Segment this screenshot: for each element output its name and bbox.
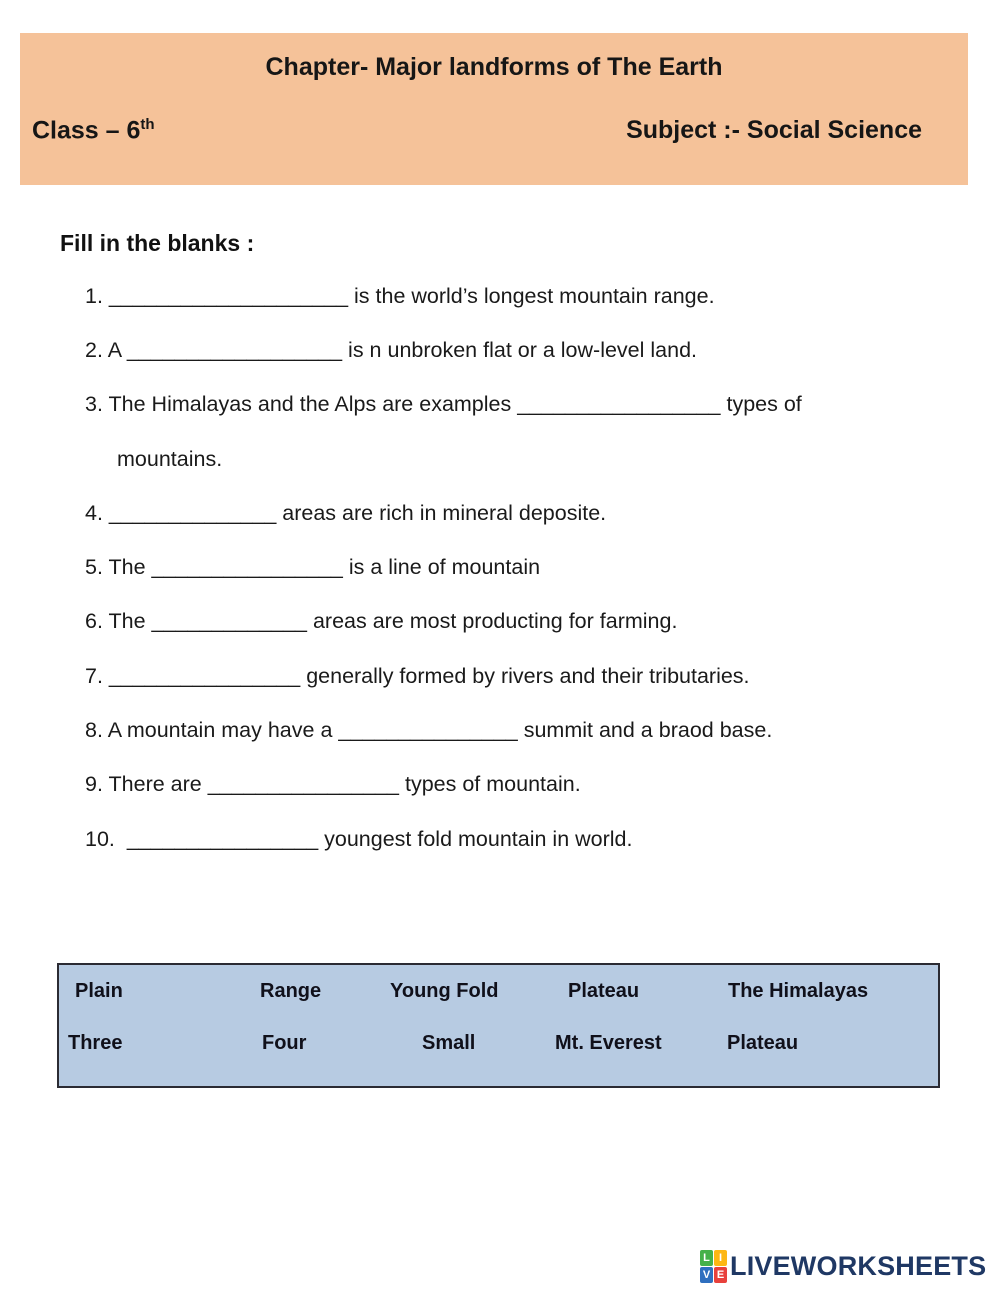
word-bank-item: Four bbox=[262, 1031, 307, 1054]
word-bank-item: The Himalayas bbox=[728, 979, 869, 1002]
word-bank-item: Mt. Everest bbox=[555, 1031, 662, 1054]
section-heading: Fill in the blanks : bbox=[60, 230, 255, 256]
logo-wordmark: LIVEWORKSHEETS bbox=[730, 1251, 987, 1281]
question-line-7[interactable]: 7. ________________ generally formed by rivers and their tributaries. bbox=[85, 663, 750, 688]
word-bank-row-2 bbox=[59, 1028, 938, 1058]
question-line-8[interactable]: 8. A mountain may have a _______________ summit and a braod base. bbox=[85, 718, 773, 743]
question-line-6[interactable]: 6. The _____________ areas are most producting for farming. bbox=[85, 609, 678, 634]
header-banner bbox=[20, 33, 968, 185]
question-line-9[interactable]: 9. There are ________________ types of mountain. bbox=[85, 772, 581, 797]
class-label: Class – 6th bbox=[32, 116, 155, 145]
question-line-4[interactable]: 4. ______________ areas are rich in mineral deposite. bbox=[85, 500, 607, 525]
liveworksheets-logo-icon bbox=[700, 1250, 727, 1283]
banner-subrow bbox=[32, 116, 922, 145]
question-line-3[interactable]: 3. The Himalayas and the Alps are examples _________________ types of bbox=[85, 392, 802, 417]
liveworksheets-logo bbox=[700, 1250, 986, 1283]
logo-tile-e: E bbox=[714, 1267, 727, 1283]
logo-tile-l: L bbox=[700, 1250, 713, 1266]
word-bank-row-1 bbox=[59, 976, 938, 1006]
word-bank-item: Young Fold bbox=[390, 979, 499, 1002]
word-bank-item: Three bbox=[68, 1031, 123, 1054]
subject-label: Subject :- Social Science bbox=[626, 116, 922, 144]
word-bank-item: Plateau bbox=[568, 979, 640, 1002]
word-bank-item: Plateau bbox=[727, 1031, 799, 1054]
word-bank-item: Small bbox=[422, 1031, 476, 1054]
logo-tile-v: V bbox=[700, 1267, 713, 1283]
question-line-5[interactable]: 5. The ________________ is a line of mountain bbox=[85, 555, 541, 580]
class-superscript: th bbox=[140, 116, 155, 133]
word-bank-item: Range bbox=[260, 979, 322, 1002]
question-line-2[interactable]: 2. A __________________ is n unbroken flat or a low-level land. bbox=[85, 337, 698, 362]
questions-list bbox=[85, 269, 970, 866]
question-line-3-continuation: mountains. bbox=[117, 446, 223, 471]
word-bank-item: Plain bbox=[75, 979, 123, 1002]
question-line-10[interactable]: 10. ________________ youngest fold mountain in world. bbox=[85, 826, 633, 851]
question-line-1[interactable]: 1. ____________________ is the world’s longest mountain range. bbox=[85, 283, 715, 308]
word-bank-box bbox=[57, 963, 940, 1088]
chapter-title: Chapter- Major landforms of The Earth bbox=[265, 53, 723, 81]
logo-tile-i: I bbox=[714, 1250, 727, 1266]
